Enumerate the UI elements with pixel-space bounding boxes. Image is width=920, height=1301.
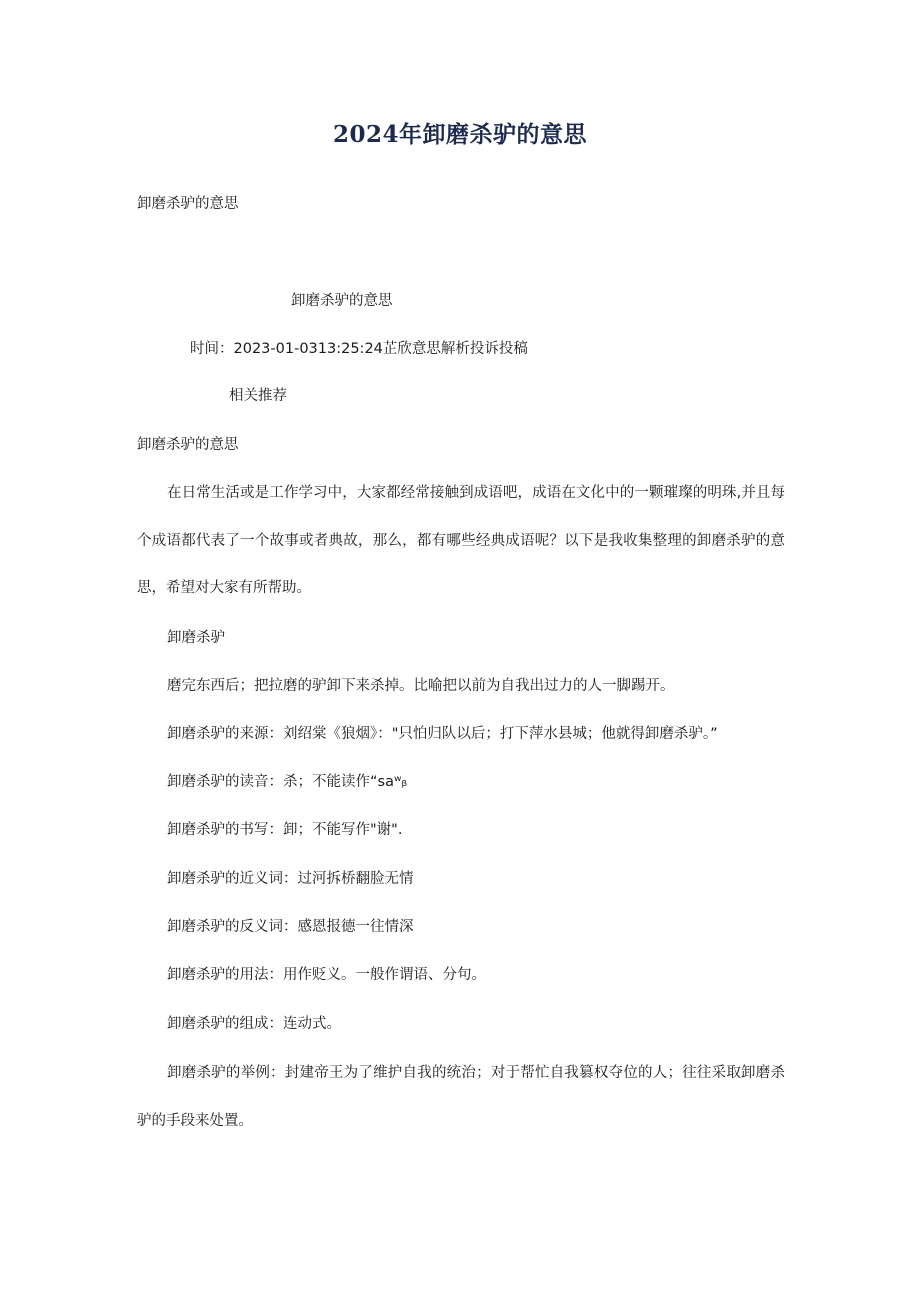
idiom-structure: 卸磨杀驴的组成：连动式。 — [167, 1016, 341, 1032]
intro-paragraph: 在日常生活或是工作学习中，大家都经常接触到成语吧，成语在文化中的一颗璀璨的明珠,并且每个成语都代表了一个故事或者典故，那么，都有哪些经典成语呢？以下是我收集整理的卸磨杀驴的意思，希望对大家有所帮助。 — [137, 485, 785, 596]
idiom-meaning: 磨完东西后；把拉磨的驴卸下来杀掉。比喻把以前为自我出过力的人一脚踢开。 — [167, 678, 675, 694]
idiom-antonyms: 卸磨杀驴的反义词：感恩报德一往情深 — [167, 919, 414, 935]
idiom-heading: 卸磨杀驴 — [167, 630, 225, 646]
idiom-usage: 卸磨杀驴的用法：用作贬义。一般作谓语、分句。 — [167, 967, 486, 983]
idiom-synonyms: 卸磨杀驴的近义词：过河拆桥翻脸无情 — [167, 871, 414, 887]
article-title: 卸磨杀驴的意思 — [291, 293, 393, 309]
subtitle: 卸磨杀驴的意思 — [137, 196, 239, 212]
idiom-source: 卸磨杀驴的来源：刘绍棠《狼烟》："只怕归队以后；打下萍水县城；他就得卸磨杀驴。” — [167, 726, 718, 742]
idiom-writing: 卸磨杀驴的书写：卸；不能写作"谢". — [167, 822, 403, 838]
idiom-example: 卸磨杀驴的举例：封建帝王为了维护自我的统治；对于帮忙自我篡权夺位的人；往往采取卸磨杀驴的手段来处置。 — [137, 1065, 785, 1129]
idiom-pronunciation: 卸磨杀驴的读音：杀；不能读作“saʷᵦ — [167, 774, 408, 790]
section-heading: 卸磨杀驴的意思 — [137, 437, 239, 453]
article-meta: 时间：2023-01-0313:25:24芷欣意思解析投诉投稿 — [190, 341, 528, 357]
related-heading: 相关推荐 — [229, 388, 287, 404]
document-title: 2024年卸磨杀驴的意思 — [332, 121, 587, 148]
